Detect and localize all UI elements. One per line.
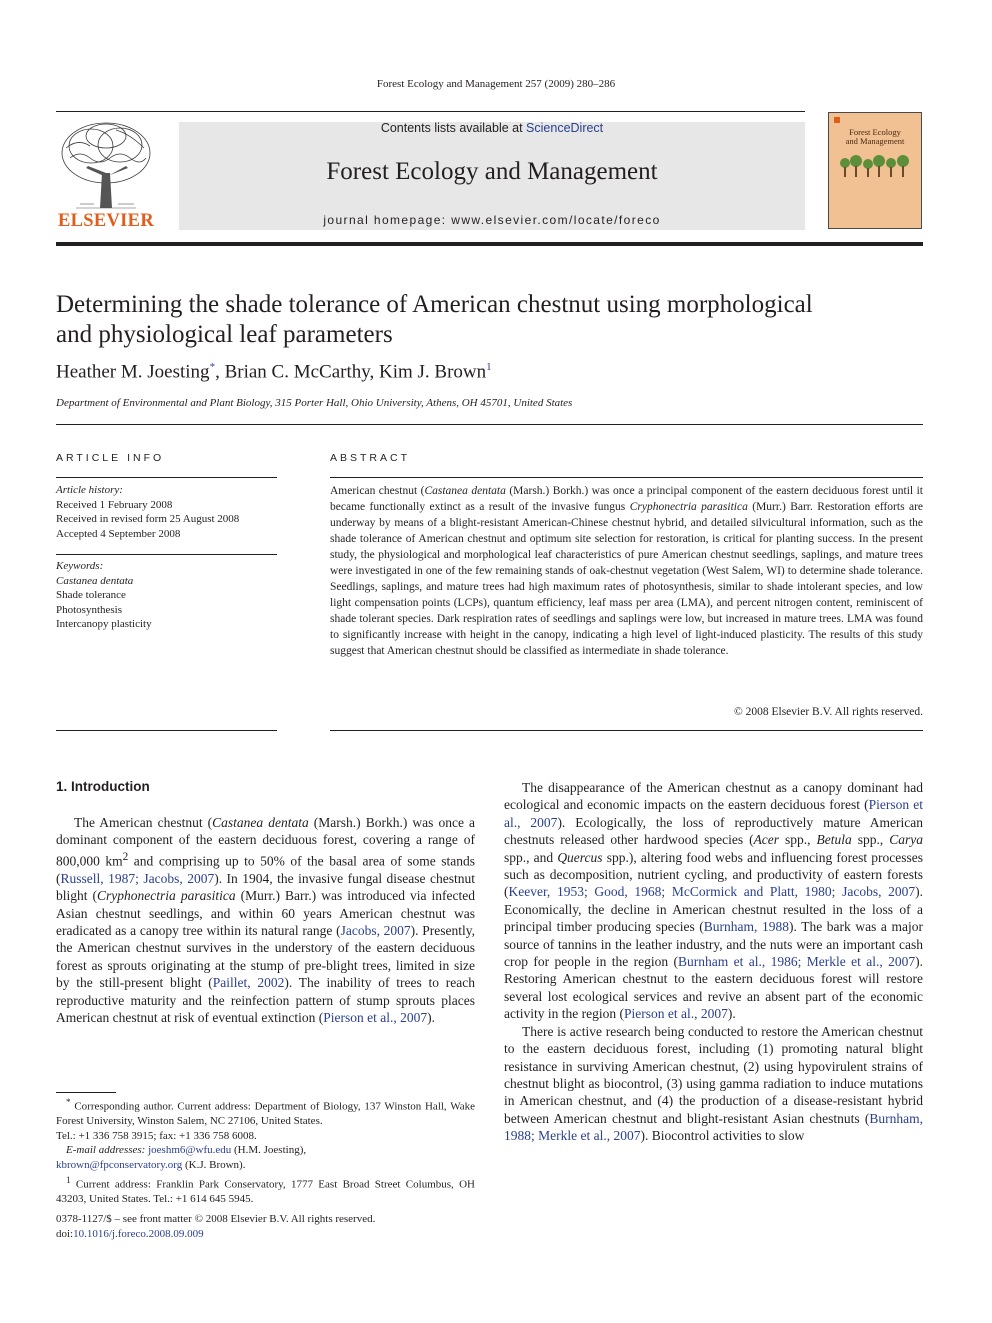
email-link-1[interactable]: joeshm6@wfu.edu bbox=[148, 1144, 232, 1157]
doi-link[interactable]: 10.1016/j.foreco.2008.09.009 bbox=[73, 1227, 204, 1240]
article-history bbox=[56, 483, 277, 541]
text-run: There is active research being conducted to restore the American chestnut to the eastern deciduous forest, including (1) promoting natural blight resistance in surviving American chestnut, (2) using hypovirulent strains of chestnut blight as biocontrol, (3) using gamma radiation to induce mutations in American chestnut, and (4) the production of a disease-resistant hybrid between American chestnut and blight-resistant Asian chestnuts ( bbox=[504, 1023, 923, 1126]
doi-line bbox=[56, 1227, 556, 1242]
citation-link[interactable]: Russell, 1987; Jacobs, 2007 bbox=[60, 870, 215, 886]
issn-line: 0378-1127/$ – see front matter © 2008 Elsevier B.V. All rights reserved. bbox=[56, 1213, 376, 1225]
abstract-text bbox=[330, 483, 923, 659]
footnote-emails bbox=[56, 1143, 475, 1158]
citation-link[interactable]: Burnham, 1988 bbox=[703, 919, 789, 935]
keyword-4: Intercanopy plasticity bbox=[56, 618, 152, 630]
title-line-1: Determining the shade tolerance of American chestnut using morphological bbox=[56, 291, 813, 318]
author-list bbox=[56, 361, 923, 383]
cover-title bbox=[829, 128, 921, 146]
email-link-2[interactable]: kbrown@fpconservatory.org bbox=[56, 1159, 183, 1172]
keyword-1: Castanea dentata bbox=[56, 574, 134, 587]
citation-link[interactable]: Pierson et al., 2007 bbox=[623, 1006, 728, 1022]
text-run: spp., bbox=[779, 832, 817, 848]
footnote-mark: 1 bbox=[66, 1174, 71, 1185]
citation-link[interactable]: Burnham et al., 1986; Merkle et al., 2007 bbox=[677, 954, 916, 970]
footnote-email-2 bbox=[56, 1158, 475, 1173]
citation-link[interactable]: Keever, 1953; Good, 1968; McCormick and Platt, 1980; Jacobs, 2007 bbox=[508, 884, 916, 900]
footnote-text: Corresponding author. Current address: Department of Biology, 137 Winston Hall, Wake Forest University, Winston Salem, NC 27106, United States. bbox=[56, 1100, 475, 1128]
text-run: ). Ecologically, the loss of reproductively mature American chestnuts released other hardwood species ( bbox=[504, 814, 923, 848]
keywords-label: Keywords: bbox=[56, 560, 104, 572]
text-run: spp., bbox=[851, 832, 890, 848]
footnote-text: Current address: Franklin Park Conservatory, 1777 East Broad Street Columbus, OH 43203, United States. Tel.: +1 614 645 5945. bbox=[56, 1178, 475, 1205]
abstract-species-1: Castanea dentata bbox=[424, 485, 506, 497]
abstract-copyright: © 2008 Elsevier B.V. All rights reserved. bbox=[734, 706, 923, 718]
text-run: ). bbox=[427, 1009, 436, 1025]
intro-paragraph-2 bbox=[504, 779, 923, 1023]
text-run: ). The bark was a major source of tannins in the leather industry, and the nuts were an important cash crop for people in the region ( bbox=[504, 919, 923, 970]
abstract-species-2: Cryphonectria parasitica bbox=[629, 501, 748, 513]
footnote-corresponding bbox=[56, 1095, 475, 1129]
abstract-bottom-rule bbox=[330, 730, 923, 731]
species-name: Quercus bbox=[557, 849, 603, 865]
footnote-tel: Tel.: +1 336 758 3915; fax: +1 336 758 6008. bbox=[56, 1129, 257, 1142]
article-info-bottom-rule bbox=[56, 730, 277, 731]
text-run: (Marsh.) Borkh.) was once a dominant component of the eastern deciduous forest, covering a range of 800,000 km bbox=[56, 815, 476, 869]
keywords bbox=[56, 559, 277, 632]
journal-homepage[interactable]: journal homepage: www.elsevier.com/locate/foreco bbox=[323, 213, 661, 227]
article-info-heading: ARTICLE INFO bbox=[56, 452, 165, 464]
text-run: spp., and bbox=[504, 849, 558, 865]
citation-link[interactable]: Pierson et al., 2007 bbox=[323, 1009, 428, 1025]
species-name: Carya bbox=[889, 832, 923, 848]
publisher-wordmark: ELSEVIER bbox=[58, 211, 154, 231]
footnote-rule bbox=[56, 1092, 116, 1093]
text-run: The disappearance of the American chestnut as a canopy dominant had ecological and economic impacts on the eastern deciduous forest ( bbox=[504, 780, 923, 813]
history-label: Article history: bbox=[56, 484, 123, 496]
text-run: ). Biocontrol activities to slow bbox=[640, 1128, 805, 1144]
email-label: E-mail addresses: bbox=[66, 1144, 146, 1157]
sciencedirect-link[interactable]: ScienceDirect bbox=[526, 121, 604, 135]
abstract-part: American chestnut ( bbox=[330, 485, 425, 497]
citation-link[interactable]: Jacobs, 2007 bbox=[340, 922, 411, 938]
species-name: Betula bbox=[816, 832, 852, 848]
keyword-2: Shade tolerance bbox=[56, 589, 126, 601]
front-matter-info bbox=[56, 1212, 556, 1241]
doi-prefix: doi: bbox=[56, 1227, 74, 1240]
species-name: Acer bbox=[753, 832, 780, 848]
header-top-rule bbox=[56, 111, 805, 112]
affiliation: Department of Environmental and Plant Biology, 315 Porter Hall, Ohio University, Athens, OH 45701, United States bbox=[56, 397, 573, 409]
superscript: 2 bbox=[122, 850, 129, 863]
footnote-current-address bbox=[56, 1173, 475, 1207]
text-run: ). Economically, the decline in American chestnut resulted in the loss of a principal timber producing species ( bbox=[504, 884, 923, 935]
text-run: (Murr.) Barr.) was introduced via infected Asian chestnut seedlings, and within 60 years American chestnut was eradicated as a canopy tree within its natural range ( bbox=[56, 888, 476, 938]
history-revised: Received in revised form 25 August 2008 bbox=[56, 513, 240, 525]
cover-title-line1: Forest Ecology bbox=[849, 127, 901, 137]
intro-paragraph-1 bbox=[56, 814, 475, 1026]
abstract-part: (Marsh.) Borkh.) was once a principal component of the eastern deciduous forest until it became functionally extinct as a result of the invasive fungus bbox=[330, 485, 923, 513]
cover-trees-icon bbox=[839, 153, 913, 179]
corresponding-mark[interactable]: * bbox=[209, 361, 216, 373]
history-received: Received 1 February 2008 bbox=[56, 498, 173, 511]
tree-icon bbox=[56, 118, 156, 213]
citation-link[interactable]: Pierson et al., 2007 bbox=[504, 797, 923, 830]
footnote-mark: * bbox=[66, 1097, 71, 1107]
cover-logo-icon bbox=[834, 117, 840, 123]
header-thick-rule bbox=[56, 242, 923, 246]
intro-left-column bbox=[56, 814, 475, 1026]
divider-rule bbox=[56, 424, 923, 425]
keywords-rule bbox=[56, 554, 277, 555]
text-run: ). bbox=[727, 1006, 736, 1022]
journal-citation: Forest Ecology and Management 257 (2009) 280–286 bbox=[376, 78, 616, 90]
species-name: Cryphonectria parasitica bbox=[97, 888, 236, 904]
text-run: ). In 1904, the invasive fungal disease chestnut blight ( bbox=[56, 870, 476, 904]
contents-line bbox=[179, 121, 805, 135]
text-run: and comprising up to 50% of the basal area of some stands ( bbox=[56, 853, 475, 886]
text-run: The American chestnut ( bbox=[74, 815, 213, 830]
other-authors: , Brian C. McCarthy, Kim J. Brown bbox=[215, 361, 487, 383]
cover-title-line2: and Management bbox=[845, 136, 905, 146]
footnotes bbox=[56, 1095, 475, 1206]
species-name: Castanea dentata bbox=[212, 815, 309, 830]
intro-paragraph-3 bbox=[504, 1023, 923, 1145]
keyword-3: Photosynthesis bbox=[56, 603, 123, 616]
history-accepted: Accepted 4 September 2008 bbox=[56, 527, 181, 540]
intro-right-column bbox=[504, 779, 923, 1145]
abstract-part: (Murr.) Barr. Restoration efforts are underway by means of a blight-resistant American-Chinese chestnut hybrid, and detailed silvicultural information, such as the shade tolerance of American chestnut and optimum site selection for restoration, is critical for planting success. In the present study, the physiological and morphological leaf characteristics of pure American chestnut seedlings, saplings, and mature trees were investigated in one of the few remaining stands of oak-chestnut vegetation (West Salem, WI) to determine shade tolerance. Seedlings, saplings, and mature trees had high maximum rates of photosynthesis, similar to shade intolerant species, and low light compensation points (LCPs), quantum efficiency, leaf mass per area (LMA), and percent nitrogen content, reminiscent of shade tolerant species. Dark respiration rates of seedlings and saplings were low, but increased in mature trees. LMA was found to significantly increase with height in the canopy, indicating a high level of light-induced plasticity. The results of this study suggest that American chestnut should be classified as intermediate in shade tolerance. bbox=[330, 501, 924, 657]
text-run: ). Restoring American chestnut to the eastern deciduous forest will restore several lost ecological services and revive an absent part of the economic activity in the region ( bbox=[504, 954, 923, 1022]
journal-cover bbox=[828, 112, 922, 229]
abstract-rule bbox=[330, 477, 923, 478]
citation-link[interactable]: Paillet, 2002 bbox=[212, 975, 285, 991]
text-run: ). Presently, the American chestnut survives in the understory of the eastern deciduous forest as sprouts originating at the stump of pre-blight trees, limited in size by the still-present blight ( bbox=[56, 922, 475, 991]
journal-name: Forest Ecology and Management bbox=[326, 158, 658, 185]
contents-prefix: Contents lists available at bbox=[380, 121, 527, 135]
email-owner-1: (H.M. Joesting), bbox=[231, 1144, 307, 1157]
abstract-heading: ABSTRACT bbox=[330, 452, 411, 464]
footnote-mark-1[interactable]: 1 bbox=[486, 361, 492, 373]
article-info-rule bbox=[56, 477, 277, 478]
article-title bbox=[56, 290, 923, 350]
citation-link[interactable]: Burnham, 1988; Merkle et al., 2007 bbox=[504, 1110, 923, 1144]
author-1: Heather M. Joesting bbox=[56, 361, 210, 383]
title-line-2: and physiological leaf parameters bbox=[56, 321, 393, 348]
email-owner-2: (K.J. Brown). bbox=[182, 1159, 246, 1172]
text-run: ). The inability of trees to reach reproductive maturity and the reinfection pattern of stump sprouts places American chestnut at risk of eventual extinction ( bbox=[56, 975, 476, 1025]
section-heading-introduction: 1. Introduction bbox=[56, 779, 150, 794]
text-run: spp.), altering food webs and influencing forest processes such as decomposition, nutrient cycling, and productivity of eastern forests ( bbox=[504, 849, 923, 900]
